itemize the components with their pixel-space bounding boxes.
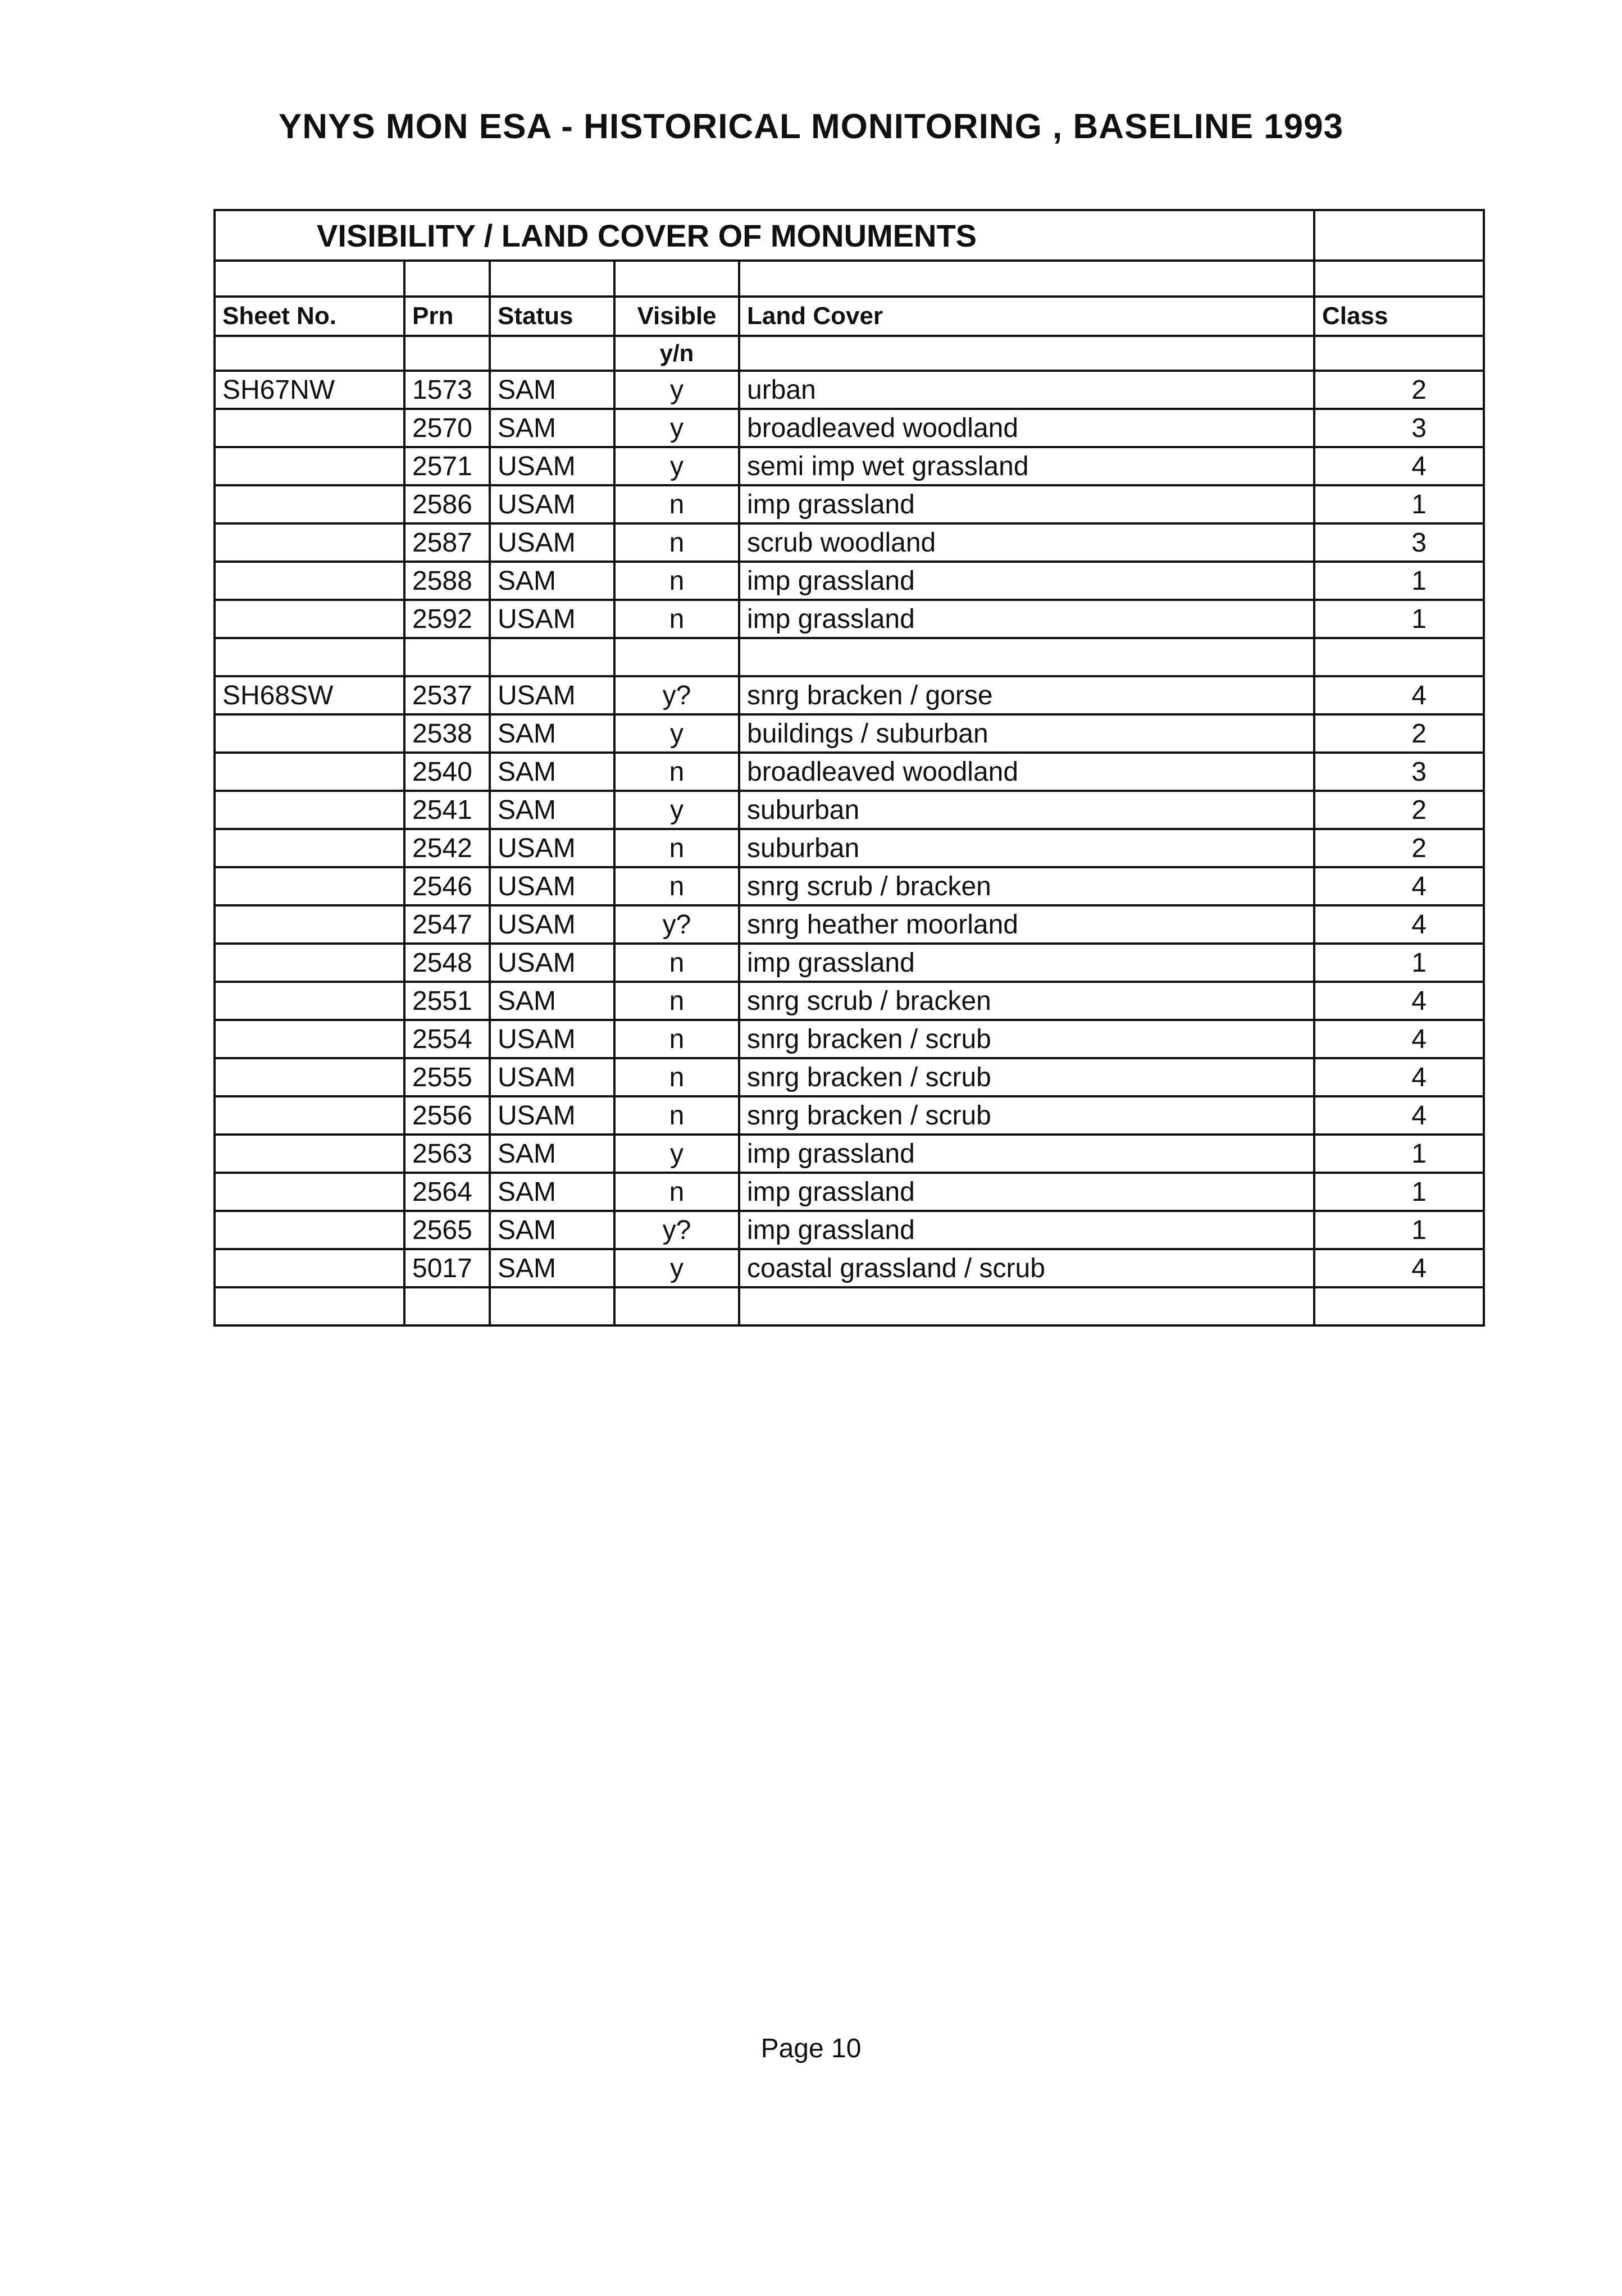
cell-class: 3 — [1314, 409, 1484, 447]
cell-prn: 2537 — [404, 676, 490, 714]
cell-visible: n — [614, 562, 739, 600]
cell-status: SAM — [490, 1211, 614, 1249]
cell-sheet-no — [215, 409, 404, 447]
table-row — [215, 523, 1484, 562]
cell-class: 1 — [1314, 562, 1484, 600]
cell-sheet-no — [215, 829, 404, 867]
cell-land-cover: snrg bracken / gorse — [739, 676, 1314, 714]
cell-prn: 2555 — [404, 1058, 490, 1096]
cell-prn: 2538 — [404, 714, 490, 753]
cell-visible: y — [614, 1249, 739, 1287]
cell-class: 4 — [1314, 1249, 1484, 1287]
cell-land-cover: broadleaved woodland — [739, 409, 1314, 447]
cell-visible: n — [614, 753, 739, 791]
cell-visible: n — [614, 829, 739, 867]
cell-prn — [404, 1287, 490, 1325]
cell-status: USAM — [490, 1020, 614, 1058]
cell-class: 2 — [1314, 371, 1484, 409]
monuments-table — [213, 209, 1483, 1327]
table-title-spacer — [1314, 210, 1484, 261]
cell-land-cover: imp grassland — [739, 485, 1314, 523]
cell-visible: n — [614, 600, 739, 638]
cell-land-cover: scrub woodland — [739, 523, 1314, 562]
table-row — [215, 676, 1484, 714]
cell-land-cover: imp grassland — [739, 562, 1314, 600]
cell-sheet-no — [215, 600, 404, 638]
cell-prn: 2542 — [404, 829, 490, 867]
table-row — [215, 409, 1484, 447]
cell-status: SAM — [490, 1135, 614, 1173]
table-row — [215, 1173, 1484, 1211]
cell-visible: y — [614, 447, 739, 485]
cell-status: SAM — [490, 982, 614, 1020]
cell-status: USAM — [490, 1058, 614, 1096]
cell-sheet-no — [215, 1173, 404, 1211]
cell-prn: 2541 — [404, 791, 490, 829]
cell-sheet-no — [215, 1058, 404, 1096]
cell-land-cover: suburban — [739, 829, 1314, 867]
cell-sheet-no — [215, 638, 404, 676]
cell-class — [1314, 638, 1484, 676]
cell-visible: n — [614, 1173, 739, 1211]
cell-class: 3 — [1314, 753, 1484, 791]
header-land-cover: Land Cover — [739, 297, 1314, 336]
cell-prn: 2571 — [404, 447, 490, 485]
cell-class: 3 — [1314, 523, 1484, 562]
cell-land-cover: broadleaved woodland — [739, 753, 1314, 791]
cell-class: 4 — [1314, 676, 1484, 714]
cell-land-cover: suburban — [739, 791, 1314, 829]
cell-visible: y? — [614, 676, 739, 714]
table-row — [215, 371, 1484, 409]
cell-sheet-no — [215, 753, 404, 791]
cell-visible: n — [614, 1096, 739, 1135]
table-row — [215, 982, 1484, 1020]
cell-sheet-no — [215, 485, 404, 523]
cell-visible: y? — [614, 905, 739, 944]
cell-prn: 2587 — [404, 523, 490, 562]
header-sheet-no: Sheet No. — [215, 297, 404, 336]
cell-visible: n — [614, 867, 739, 905]
table-row — [215, 485, 1484, 523]
cell-class: 1 — [1314, 600, 1484, 638]
cell-prn — [404, 638, 490, 676]
cell-visible: n — [614, 485, 739, 523]
cell-class: 4 — [1314, 447, 1484, 485]
cell-sheet-no: SH68SW — [215, 676, 404, 714]
cell-class: 1 — [1314, 944, 1484, 982]
cell-status: SAM — [490, 562, 614, 600]
cell-sheet-no — [215, 562, 404, 600]
table-row — [215, 829, 1484, 867]
page-number: Page 10 — [760, 2034, 862, 2063]
cell-status: USAM — [490, 523, 614, 562]
cell-visible: n — [614, 523, 739, 562]
header-class: Class — [1314, 297, 1484, 336]
cell-status: USAM — [490, 485, 614, 523]
cell-visible: y — [614, 409, 739, 447]
cell-sheet-no — [215, 714, 404, 753]
cell-sheet-no — [215, 982, 404, 1020]
cell-class: 2 — [1314, 829, 1484, 867]
cell-visible: n — [614, 944, 739, 982]
table-row — [215, 714, 1484, 753]
table-row — [215, 1211, 1484, 1249]
cell-sheet-no — [215, 791, 404, 829]
cell-status: SAM — [490, 409, 614, 447]
cell-sheet-no — [215, 523, 404, 562]
cell-land-cover: buildings / suburban — [739, 714, 1314, 753]
cell-visible: y? — [614, 1211, 739, 1249]
table-row — [215, 1249, 1484, 1287]
cell-class: 4 — [1314, 1020, 1484, 1058]
table-row — [215, 905, 1484, 944]
cell-land-cover: imp grassland — [739, 1135, 1314, 1173]
cell-visible: y — [614, 714, 739, 753]
cell-land-cover: snrg bracken / scrub — [739, 1058, 1314, 1096]
cell-status: SAM — [490, 1173, 614, 1211]
cell-class: 4 — [1314, 905, 1484, 944]
cell-sheet-no — [215, 1249, 404, 1287]
cell-status: SAM — [490, 371, 614, 409]
cell-class — [1314, 1287, 1484, 1325]
cell-land-cover: snrg heather moorland — [739, 905, 1314, 944]
table-row — [215, 447, 1484, 485]
table-row — [215, 638, 1484, 676]
cell-land-cover: imp grassland — [739, 600, 1314, 638]
cell-land-cover: snrg scrub / bracken — [739, 982, 1314, 1020]
cell-sheet-no — [215, 1287, 404, 1325]
cell-status: USAM — [490, 676, 614, 714]
cell-land-cover: snrg scrub / bracken — [739, 867, 1314, 905]
header-visible-yn: y/n — [614, 336, 739, 371]
cell-status: USAM — [490, 829, 614, 867]
cell-prn: 2570 — [404, 409, 490, 447]
cell-status: SAM — [490, 753, 614, 791]
cell-status: USAM — [490, 1096, 614, 1135]
cell-sheet-no — [215, 905, 404, 944]
cell-visible — [614, 1287, 739, 1325]
cell-land-cover: semi imp wet grassland — [739, 447, 1314, 485]
cell-status: SAM — [490, 791, 614, 829]
cell-prn: 2546 — [404, 867, 490, 905]
cell-class: 1 — [1314, 485, 1484, 523]
cell-land-cover: imp grassland — [739, 1211, 1314, 1249]
header-status: Status — [490, 297, 614, 336]
table-title: VISIBILITY / LAND COVER OF MONUMENTS — [215, 210, 1314, 261]
cell-prn: 2548 — [404, 944, 490, 982]
cell-visible: n — [614, 1020, 739, 1058]
cell-prn: 2554 — [404, 1020, 490, 1058]
cell-class: 2 — [1314, 791, 1484, 829]
cell-class: 4 — [1314, 867, 1484, 905]
cell-class: 4 — [1314, 1058, 1484, 1096]
cell-prn: 2564 — [404, 1173, 490, 1211]
cell-prn: 2540 — [404, 753, 490, 791]
table-row — [215, 1135, 1484, 1173]
cell-class: 1 — [1314, 1135, 1484, 1173]
cell-prn: 2551 — [404, 982, 490, 1020]
table-row — [215, 562, 1484, 600]
cell-visible: y — [614, 791, 739, 829]
cell-land-cover: urban — [739, 371, 1314, 409]
cell-class: 4 — [1314, 982, 1484, 1020]
cell-visible: n — [614, 1058, 739, 1096]
cell-visible: n — [614, 982, 739, 1020]
cell-land-cover: imp grassland — [739, 944, 1314, 982]
cell-class: 1 — [1314, 1211, 1484, 1249]
cell-status — [490, 1287, 614, 1325]
table-row — [215, 944, 1484, 982]
table-row — [215, 600, 1484, 638]
cell-sheet-no — [215, 1020, 404, 1058]
cell-land-cover: snrg bracken / scrub — [739, 1020, 1314, 1058]
cell-status: USAM — [490, 600, 614, 638]
cell-prn: 2556 — [404, 1096, 490, 1135]
cell-sheet-no — [215, 447, 404, 485]
cell-class: 4 — [1314, 1096, 1484, 1135]
table-row — [215, 1096, 1484, 1135]
table-row — [215, 867, 1484, 905]
table-row — [215, 1287, 1484, 1325]
cell-status: USAM — [490, 905, 614, 944]
cell-prn: 2565 — [404, 1211, 490, 1249]
cell-prn: 5017 — [404, 1249, 490, 1287]
cell-visible: y — [614, 371, 739, 409]
cell-land-cover: snrg bracken / scrub — [739, 1096, 1314, 1135]
cell-status: SAM — [490, 714, 614, 753]
cell-sheet-no — [215, 867, 404, 905]
table-row — [215, 791, 1484, 829]
cell-visible — [614, 638, 739, 676]
cell-land-cover: imp grassland — [739, 1173, 1314, 1211]
cell-sheet-no — [215, 1096, 404, 1135]
table-row — [215, 1020, 1484, 1058]
cell-sheet-no: SH67NW — [215, 371, 404, 409]
cell-status: USAM — [490, 944, 614, 982]
cell-land-cover — [739, 1287, 1314, 1325]
cell-prn: 2547 — [404, 905, 490, 944]
cell-prn: 2586 — [404, 485, 490, 523]
cell-sheet-no — [215, 1135, 404, 1173]
cell-prn: 2563 — [404, 1135, 490, 1173]
table-row — [215, 753, 1484, 791]
cell-class: 2 — [1314, 714, 1484, 753]
cell-prn: 2592 — [404, 600, 490, 638]
header-prn: Prn — [404, 297, 490, 336]
table-row — [215, 1058, 1484, 1096]
cell-land-cover: coastal grassland / scrub — [739, 1249, 1314, 1287]
cell-status: SAM — [490, 1249, 614, 1287]
cell-status: USAM — [490, 447, 614, 485]
cell-prn: 2588 — [404, 562, 490, 600]
cell-visible: y — [614, 1135, 739, 1173]
cell-sheet-no — [215, 1211, 404, 1249]
cell-prn: 1573 — [404, 371, 490, 409]
page-title: YNYS MON ESA - HISTORICAL MONITORING , BASELINE 1993 — [278, 107, 1344, 146]
cell-class: 1 — [1314, 1173, 1484, 1211]
header-visible: Visible — [614, 297, 739, 336]
cell-sheet-no — [215, 944, 404, 982]
cell-status: USAM — [490, 867, 614, 905]
cell-land-cover — [739, 638, 1314, 676]
cell-status — [490, 638, 614, 676]
